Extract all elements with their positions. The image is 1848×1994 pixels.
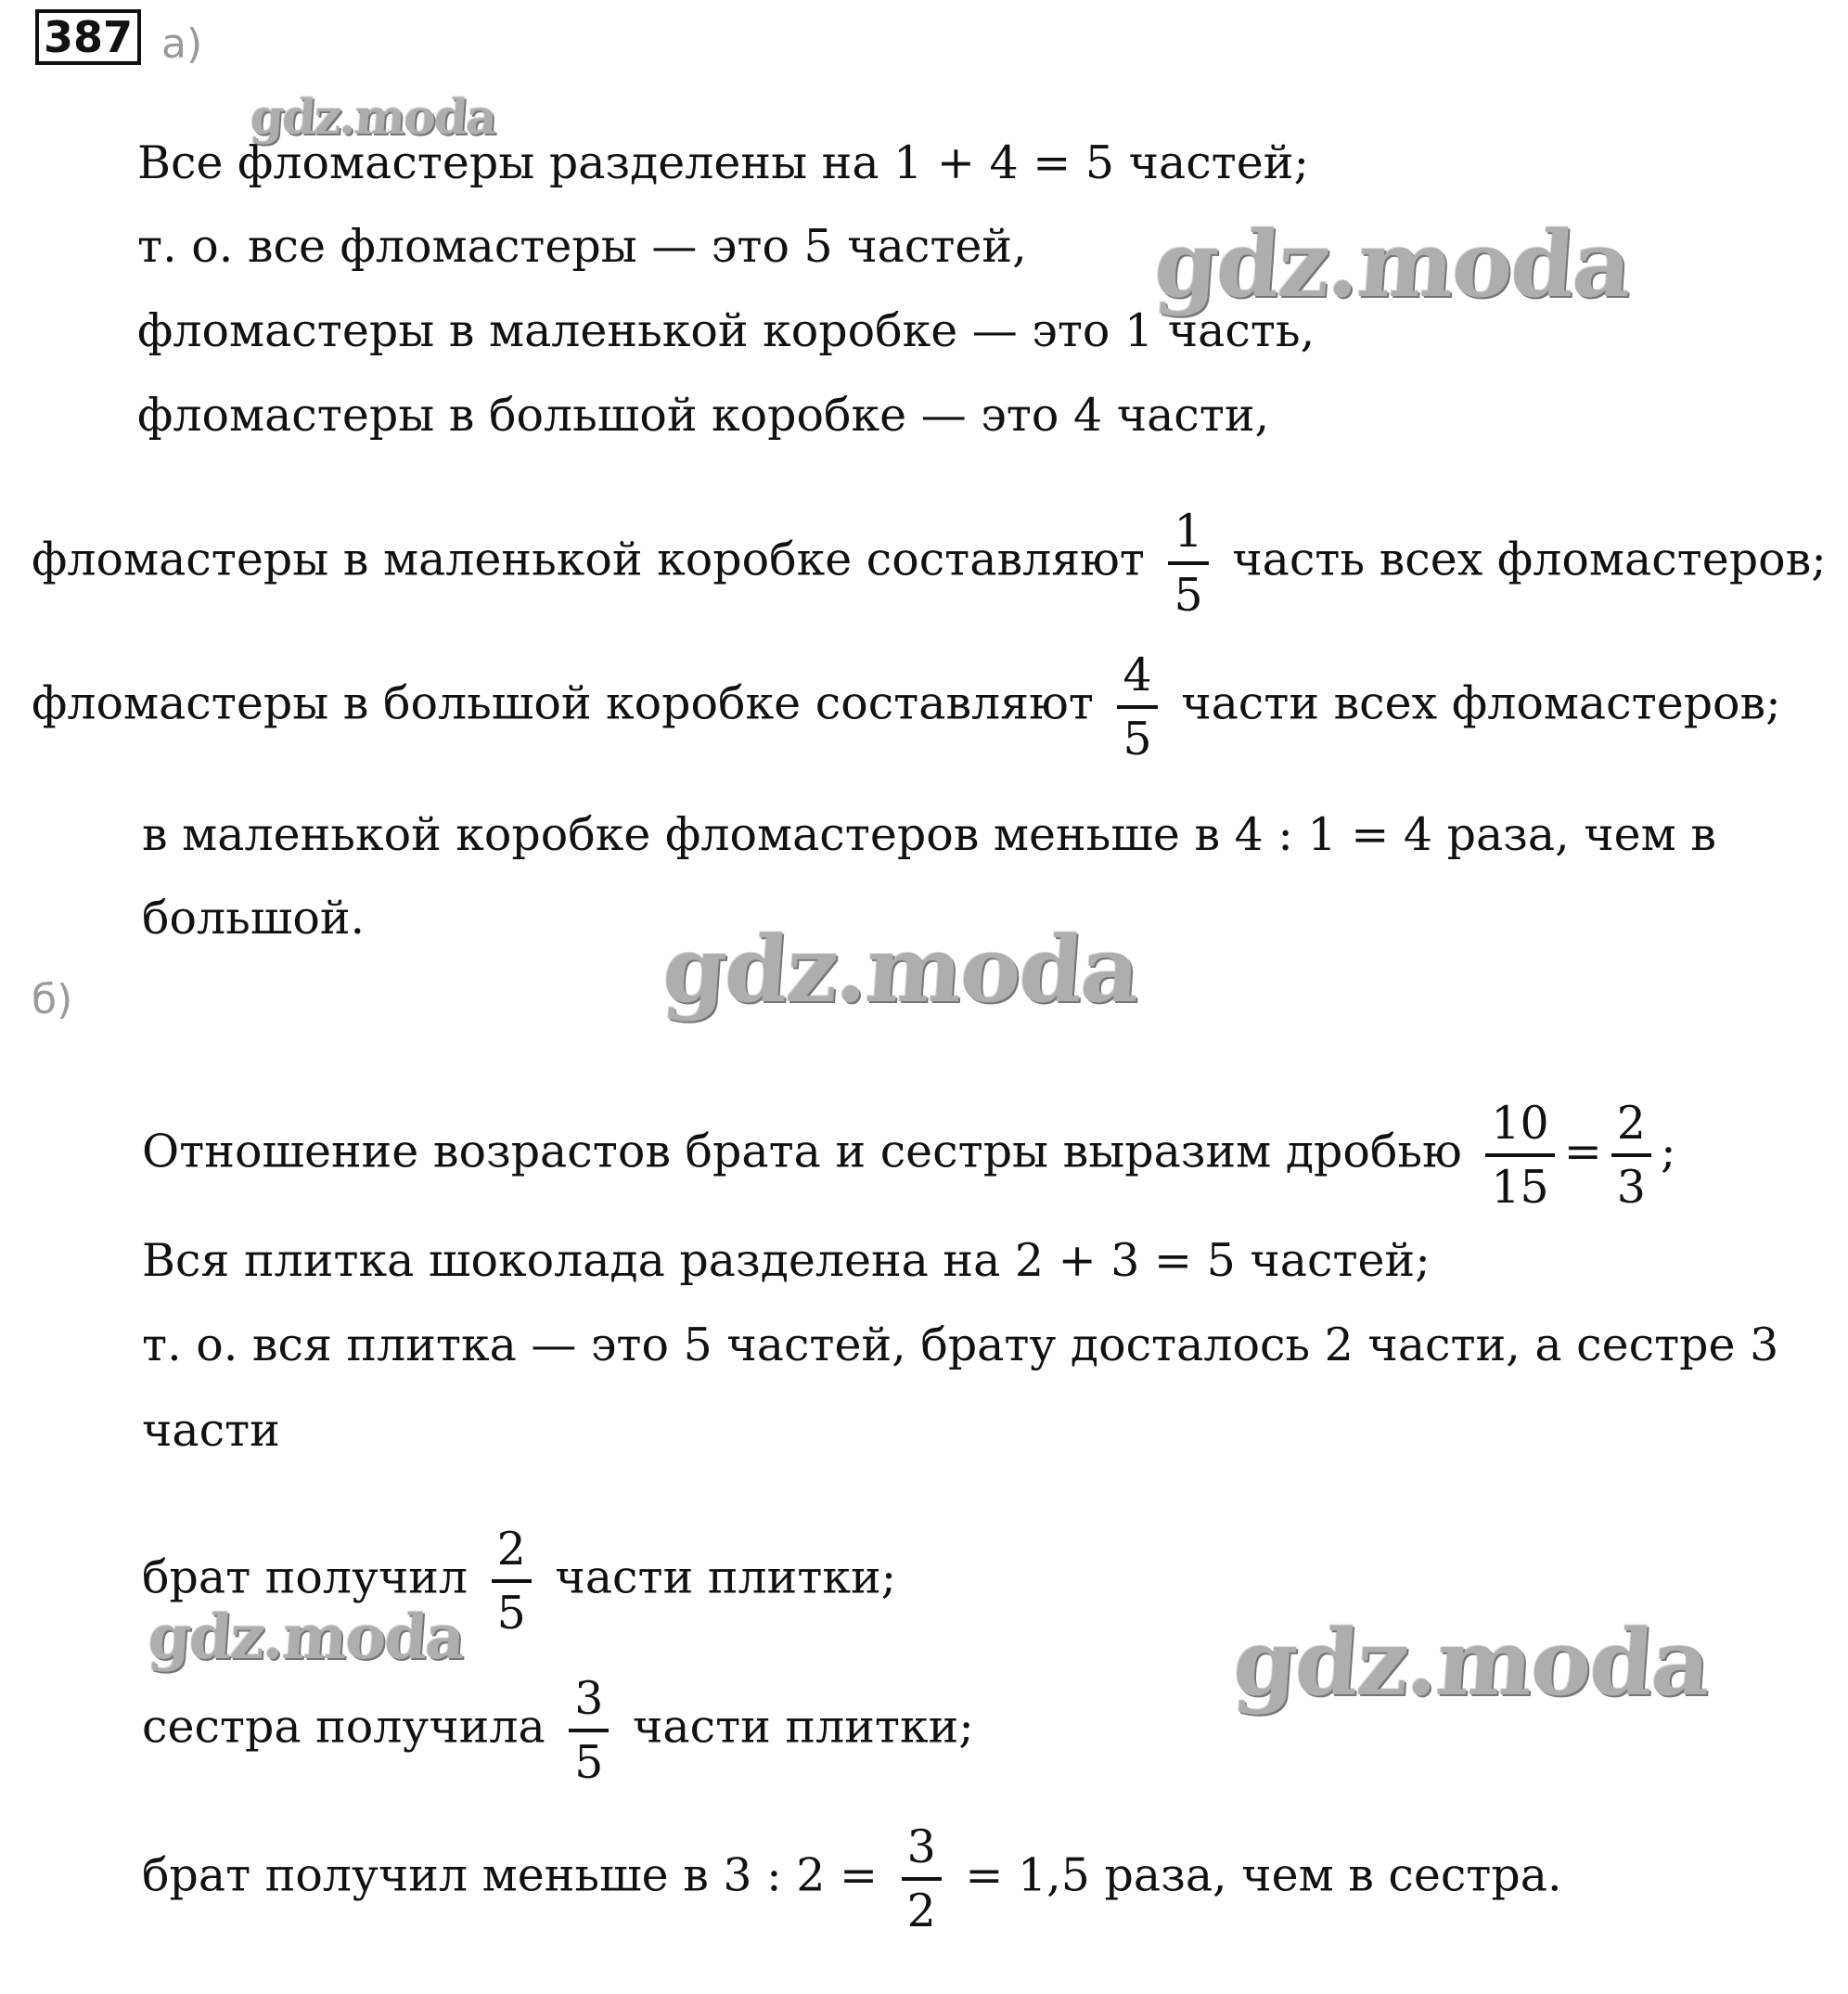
- part-a-line-7: в маленькой коробке фломастеров меньше в 4 : 1 = 4 раза, чем в: [142, 808, 1716, 861]
- fraction-four-fifths: [1117, 649, 1157, 765]
- fraction-line-text-after: части всех фломастеров;: [1181, 676, 1781, 730]
- fraction-two-fifths: [492, 1523, 532, 1640]
- sister-line-text-before: сестра получила: [142, 1700, 545, 1754]
- final-line-text-after: = 1,5 раза, чем в сестра.: [965, 1848, 1562, 1902]
- fraction-denominator: 5: [1123, 713, 1152, 765]
- fraction-numerator: 10: [1485, 1100, 1554, 1157]
- brother-line-text-after: части плитки;: [555, 1550, 897, 1604]
- part-b-line-2: Вся плитка шоколада разделена на 2 + 3 = 5 частей;: [142, 1234, 1431, 1287]
- part-b-line-3: т. о. вся плитка — это 5 частей, брату досталось 2 части, а сестре 3: [142, 1319, 1779, 1371]
- watermark-large-top: gdz.moda: [1150, 212, 1634, 318]
- part-a-line-2: т. о. все фломастеры — это 5 частей,: [137, 220, 1027, 273]
- fraction-three-halves: [902, 1820, 942, 1937]
- fraction-denominator: 5: [496, 1587, 526, 1640]
- ratio-line-text-after: ;: [1660, 1125, 1676, 1178]
- watermark-small-bottom: gdz.moda: [146, 1601, 467, 1673]
- equals-sign: =: [1563, 1125, 1602, 1178]
- part-b-label: б): [32, 976, 73, 1023]
- fraction-numerator: 2: [492, 1526, 532, 1583]
- part-b-sister-line: [142, 1672, 974, 1789]
- fraction-numerator: 1: [1168, 508, 1208, 565]
- part-a-line-1: Все фломастеры разделены на 1 + 4 = 5 частей;: [137, 136, 1309, 189]
- watermark-large-bottom: gdz.moda: [1229, 1610, 1713, 1717]
- part-a-line-3: фломастеры в маленькой коробке — это 1 часть,: [137, 304, 1315, 357]
- fraction-denominator: 15: [1491, 1161, 1549, 1214]
- part-a-label: а): [161, 20, 203, 68]
- fraction-line-text-after: часть всех фломастеров;: [1232, 533, 1827, 586]
- watermark-small-top: gdz.moda: [248, 89, 498, 146]
- fraction-one-fifth: [1168, 505, 1208, 622]
- fraction-line-text-before: фломастеры в большой коробке составляют: [32, 676, 1094, 730]
- part-a-line-8: большой.: [142, 892, 366, 945]
- ratio-line-text-before: Отношение возрастов брата и сестры выразим дробью: [142, 1125, 1462, 1178]
- fraction-numerator: 4: [1117, 652, 1157, 709]
- fraction-denominator: 2: [906, 1885, 936, 1937]
- fraction-three-fifths: [569, 1672, 609, 1789]
- fraction-numerator: 2: [1611, 1100, 1651, 1157]
- fraction-denominator: 3: [1616, 1161, 1646, 1214]
- final-line-text-before: брат получил меньше в 3 : 2 =: [142, 1848, 879, 1902]
- task-number: 387: [35, 9, 141, 65]
- watermark-large-middle: gdz.moda: [659, 917, 1142, 1023]
- part-b-line-4: части: [142, 1404, 280, 1457]
- fraction-two-thirds: [1611, 1097, 1651, 1214]
- sister-line-text-after: части плитки;: [633, 1700, 974, 1754]
- fraction-numerator: 3: [902, 1824, 942, 1881]
- fraction-numerator: 3: [569, 1676, 609, 1732]
- fraction-ten-fifteenths: [1485, 1097, 1554, 1214]
- part-b-final-line: [142, 1820, 1562, 1937]
- fraction-line-text-before: фломастеры в маленькой коробке составляют: [32, 533, 1145, 586]
- part-a-fraction-line-big-box: [32, 649, 1781, 765]
- fraction-denominator: 5: [1174, 569, 1203, 622]
- part-b-ratio-line: [142, 1097, 1676, 1214]
- part-a-fraction-line-small-box: [32, 505, 1827, 622]
- fraction-denominator: 5: [574, 1736, 604, 1789]
- brother-line-text-before: брат получил: [142, 1550, 468, 1604]
- part-a-line-4: фломастеры в большой коробке — это 4 части,: [137, 389, 1270, 442]
